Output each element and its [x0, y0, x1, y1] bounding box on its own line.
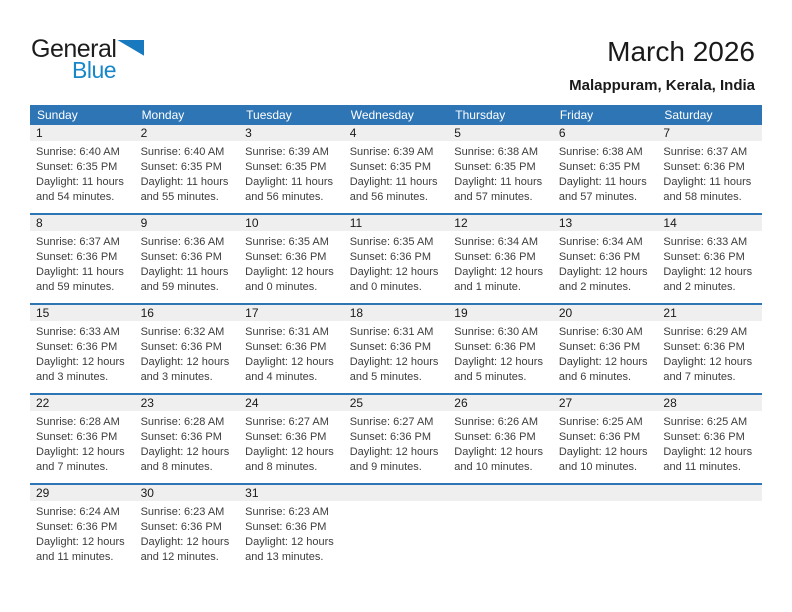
day-cell-body — [135, 321, 240, 385]
daylight-text: Daylight: 12 hours and 6 minutes. — [558, 356, 648, 383]
day-number-band: 21 — [657, 305, 762, 321]
day-cell-body — [239, 501, 344, 565]
day-cell-body — [448, 321, 553, 385]
week-row — [30, 213, 762, 303]
daylight-text: Daylight: 12 hours and 0 minutes. — [349, 266, 439, 293]
day-cell-body — [30, 141, 135, 205]
sunrise-text: Sunrise: 6:40 AM — [140, 146, 225, 158]
sunrise-text: Sunrise: 6:27 AM — [349, 416, 434, 428]
day-cell — [239, 215, 344, 303]
sunset-text: Sunset: 6:36 PM — [245, 341, 327, 353]
day-number-band: 16 — [135, 305, 240, 321]
page-title: March 2026 — [607, 36, 755, 67]
sunrise-text: Sunrise: 6:32 AM — [140, 326, 225, 338]
sunset-text: Sunset: 6:36 PM — [349, 431, 432, 443]
day-number-band: 18 — [344, 305, 449, 321]
day-cell — [135, 485, 240, 573]
day-cell-body — [657, 231, 762, 295]
weekday-header-thursday: Thursday — [455, 108, 506, 122]
day-cell-body — [344, 141, 449, 205]
sunrise-text: Sunrise: 6:39 AM — [349, 146, 434, 158]
daylight-text: Daylight: 11 hours and 55 minutes. — [140, 176, 229, 203]
daylight-text: Daylight: 12 hours and 5 minutes. — [454, 356, 543, 383]
sunset-text: Sunset: 6:36 PM — [245, 251, 327, 263]
day-number-band: 11 — [344, 215, 449, 231]
day-number-band — [553, 485, 658, 501]
day-cell — [344, 125, 449, 213]
sunset-text: Sunset: 6:36 PM — [140, 251, 222, 263]
day-cell-body — [135, 231, 240, 295]
sunset-text: Sunset: 6:36 PM — [663, 431, 745, 443]
sunrise-text: Sunrise: 6:31 AM — [349, 326, 434, 338]
sunset-text: Sunset: 6:36 PM — [454, 341, 536, 353]
sunset-text: Sunset: 6:35 PM — [454, 161, 536, 173]
weekday-header-sunday: Sunday — [37, 108, 78, 122]
page-subtitle: Malappuram, Kerala, India — [569, 77, 755, 95]
daylight-text: Daylight: 12 hours and 2 minutes. — [663, 266, 753, 293]
daylight-text: Daylight: 11 hours and 58 minutes. — [663, 176, 752, 203]
daylight-text: Daylight: 11 hours and 59 minutes. — [140, 266, 229, 293]
day-cell-body — [448, 231, 553, 295]
weekday-header-wednesday: Wednesday — [350, 108, 414, 122]
daylight-text: Daylight: 12 hours and 12 minutes. — [140, 536, 230, 563]
day-cell — [553, 305, 658, 393]
day-cell — [344, 305, 449, 393]
day-cell-body — [135, 141, 240, 205]
day-cell — [30, 305, 135, 393]
day-cell — [448, 125, 553, 213]
week-row — [30, 303, 762, 393]
sunset-text: Sunset: 6:36 PM — [558, 431, 641, 443]
sunrise-text: Sunrise: 6:30 AM — [558, 326, 643, 338]
sunrise-text: Sunrise: 6:34 AM — [454, 236, 539, 248]
daylight-text: Daylight: 12 hours and 10 minutes. — [454, 446, 543, 473]
day-cell-body — [30, 411, 135, 475]
general-blue-logo — [31, 37, 144, 82]
sunset-text: Sunset: 6:36 PM — [36, 431, 118, 443]
day-number-band: 24 — [239, 395, 344, 411]
day-number-band: 30 — [135, 485, 240, 501]
sunrise-text: Sunrise: 6:36 AM — [140, 236, 225, 248]
day-number-band: 13 — [553, 215, 658, 231]
day-number-band: 29 — [30, 485, 135, 501]
day-cell-body — [657, 321, 762, 385]
sunset-text: Sunset: 6:36 PM — [349, 251, 432, 263]
day-number-band: 5 — [448, 125, 553, 141]
sunset-text: Sunset: 6:36 PM — [663, 161, 745, 173]
empty-day-cell — [448, 485, 553, 573]
day-cell-body — [344, 321, 449, 385]
daylight-text: Daylight: 12 hours and 3 minutes. — [36, 356, 125, 383]
sunrise-text: Sunrise: 6:29 AM — [663, 326, 748, 338]
day-number-band: 28 — [657, 395, 762, 411]
day-cell-body — [553, 141, 658, 205]
day-number-band: 1 — [30, 125, 135, 141]
daylight-text: Daylight: 12 hours and 3 minutes. — [140, 356, 230, 383]
daylight-text: Daylight: 12 hours and 13 minutes. — [245, 536, 334, 563]
logo-blue-label: Blue — [72, 57, 117, 83]
day-cell — [657, 215, 762, 303]
day-cell-body — [135, 501, 240, 565]
sunrise-text: Sunrise: 6:33 AM — [663, 236, 748, 248]
day-cell-body — [448, 141, 553, 205]
day-cell — [657, 305, 762, 393]
sunrise-text: Sunrise: 6:23 AM — [140, 506, 225, 518]
sunrise-text: Sunrise: 6:24 AM — [36, 506, 120, 518]
day-number-band: 10 — [239, 215, 344, 231]
title-block — [569, 36, 755, 94]
daylight-text: Daylight: 12 hours and 8 minutes. — [245, 446, 334, 473]
weekday-header-friday: Friday — [559, 108, 594, 122]
sunrise-text: Sunrise: 6:25 AM — [558, 416, 643, 428]
daylight-text: Daylight: 12 hours and 4 minutes. — [245, 356, 334, 383]
day-cell-body — [239, 231, 344, 295]
sunrise-text: Sunrise: 6:39 AM — [245, 146, 329, 158]
sunrise-text: Sunrise: 6:35 AM — [245, 236, 329, 248]
week-row — [30, 483, 762, 573]
day-number-band: 15 — [30, 305, 135, 321]
sunset-text: Sunset: 6:36 PM — [663, 251, 745, 263]
daylight-text: Daylight: 12 hours and 2 minutes. — [558, 266, 648, 293]
day-number-band: 31 — [239, 485, 344, 501]
logo-general-label: General — [31, 35, 117, 63]
day-number-band: 14 — [657, 215, 762, 231]
sunset-text: Sunset: 6:36 PM — [558, 341, 641, 353]
day-cell-body — [30, 501, 135, 565]
sunrise-text: Sunrise: 6:28 AM — [36, 416, 120, 428]
day-cell-body — [657, 141, 762, 205]
day-cell — [30, 395, 135, 483]
sunrise-text: Sunrise: 6:27 AM — [245, 416, 329, 428]
day-cell-body — [553, 321, 658, 385]
sunrise-text: Sunrise: 6:38 AM — [454, 146, 539, 158]
logo-triangle-icon — [117, 40, 144, 56]
day-number-band: 6 — [553, 125, 658, 141]
day-cell — [135, 305, 240, 393]
day-cell-body — [239, 411, 344, 475]
sunrise-text: Sunrise: 6:26 AM — [454, 416, 539, 428]
day-cell — [239, 395, 344, 483]
day-cell — [448, 395, 553, 483]
daylight-text: Daylight: 12 hours and 5 minutes. — [349, 356, 439, 383]
day-number-band: 20 — [553, 305, 658, 321]
day-number-band: 25 — [344, 395, 449, 411]
day-number-band: 27 — [553, 395, 658, 411]
day-number-band: 7 — [657, 125, 762, 141]
calendar-weeks — [30, 125, 762, 573]
day-cell — [657, 125, 762, 213]
day-cell — [448, 305, 553, 393]
day-number-band: 8 — [30, 215, 135, 231]
day-cell — [344, 215, 449, 303]
sunset-text: Sunset: 6:36 PM — [245, 431, 327, 443]
daylight-text: Daylight: 12 hours and 11 minutes. — [36, 536, 125, 563]
daylight-text: Daylight: 11 hours and 56 minutes. — [245, 176, 333, 203]
day-number-band — [344, 485, 449, 501]
day-cell-body — [553, 231, 658, 295]
day-cell — [135, 215, 240, 303]
sunset-text: Sunset: 6:35 PM — [36, 161, 118, 173]
sunset-text: Sunset: 6:35 PM — [349, 161, 432, 173]
empty-day-cell — [657, 485, 762, 573]
day-cell — [657, 395, 762, 483]
daylight-text: Daylight: 11 hours and 56 minutes. — [349, 176, 438, 203]
day-number-band: 26 — [448, 395, 553, 411]
sunset-text: Sunset: 6:35 PM — [245, 161, 327, 173]
day-cell-body — [344, 231, 449, 295]
daylight-text: Daylight: 12 hours and 7 minutes. — [36, 446, 125, 473]
day-cell-body — [553, 411, 658, 475]
week-row — [30, 125, 762, 213]
day-cell — [239, 485, 344, 573]
sunset-text: Sunset: 6:36 PM — [558, 251, 641, 263]
daylight-text: Daylight: 12 hours and 1 minute. — [454, 266, 543, 293]
day-cell — [30, 125, 135, 213]
sunset-text: Sunset: 6:36 PM — [140, 521, 222, 533]
sunrise-text: Sunrise: 6:30 AM — [454, 326, 539, 338]
day-cell-body — [239, 141, 344, 205]
sunset-text: Sunset: 6:36 PM — [36, 341, 118, 353]
daylight-text: Daylight: 12 hours and 7 minutes. — [663, 356, 753, 383]
daylight-text: Daylight: 11 hours and 54 minutes. — [36, 176, 124, 203]
empty-day-cell — [553, 485, 658, 573]
day-cell-body — [657, 411, 762, 475]
day-number-band: 9 — [135, 215, 240, 231]
sunrise-text: Sunrise: 6:37 AM — [36, 236, 120, 248]
daylight-text: Daylight: 12 hours and 9 minutes. — [349, 446, 439, 473]
sunrise-text: Sunrise: 6:28 AM — [140, 416, 225, 428]
day-cell-body — [344, 411, 449, 475]
day-cell-body — [448, 411, 553, 475]
sunrise-text: Sunrise: 6:40 AM — [36, 146, 120, 158]
sunrise-text: Sunrise: 6:37 AM — [663, 146, 748, 158]
sunset-text: Sunset: 6:36 PM — [140, 341, 222, 353]
daylight-text: Daylight: 12 hours and 11 minutes. — [663, 446, 753, 473]
sunset-text: Sunset: 6:36 PM — [454, 431, 536, 443]
sunrise-text: Sunrise: 6:35 AM — [349, 236, 434, 248]
day-number-band — [448, 485, 553, 501]
sunset-text: Sunset: 6:36 PM — [245, 521, 327, 533]
weekday-header-tuesday: Tuesday — [246, 108, 292, 122]
weekday-header-row — [30, 105, 762, 125]
sunset-text: Sunset: 6:35 PM — [558, 161, 641, 173]
sunrise-text: Sunrise: 6:23 AM — [245, 506, 329, 518]
day-number-band — [657, 485, 762, 501]
sunset-text: Sunset: 6:36 PM — [454, 251, 536, 263]
sunset-text: Sunset: 6:36 PM — [36, 251, 118, 263]
day-number-band: 12 — [448, 215, 553, 231]
daylight-text: Daylight: 11 hours and 57 minutes. — [558, 176, 647, 203]
daylight-text: Daylight: 12 hours and 0 minutes. — [245, 266, 334, 293]
daylight-text: Daylight: 11 hours and 59 minutes. — [36, 266, 124, 293]
day-number-band: 4 — [344, 125, 449, 141]
day-number-band: 23 — [135, 395, 240, 411]
sunrise-text: Sunrise: 6:34 AM — [558, 236, 643, 248]
day-cell — [30, 215, 135, 303]
day-cell-body — [239, 321, 344, 385]
day-cell — [135, 395, 240, 483]
empty-day-cell — [344, 485, 449, 573]
sunrise-text: Sunrise: 6:33 AM — [36, 326, 120, 338]
day-number-band: 17 — [239, 305, 344, 321]
day-cell — [239, 125, 344, 213]
sunset-text: Sunset: 6:36 PM — [663, 341, 745, 353]
day-cell — [448, 215, 553, 303]
sunrise-text: Sunrise: 6:25 AM — [663, 416, 748, 428]
day-cell — [553, 215, 658, 303]
sunrise-text: Sunrise: 6:38 AM — [558, 146, 643, 158]
day-cell-body — [30, 231, 135, 295]
day-cell — [30, 485, 135, 573]
day-number-band: 3 — [239, 125, 344, 141]
sunset-text: Sunset: 6:36 PM — [36, 521, 118, 533]
daylight-text: Daylight: 11 hours and 57 minutes. — [454, 176, 543, 203]
day-cell — [239, 305, 344, 393]
day-number-band: 22 — [30, 395, 135, 411]
weekday-header-saturday: Saturday — [664, 108, 713, 122]
calendar-table — [30, 105, 762, 573]
sunrise-text: Sunrise: 6:31 AM — [245, 326, 329, 338]
sunset-text: Sunset: 6:35 PM — [140, 161, 222, 173]
day-cell — [135, 125, 240, 213]
week-row — [30, 393, 762, 483]
day-cell — [344, 395, 449, 483]
day-cell-body — [30, 321, 135, 385]
day-cell-body — [135, 411, 240, 475]
sunset-text: Sunset: 6:36 PM — [140, 431, 222, 443]
day-number-band: 2 — [135, 125, 240, 141]
day-number-band: 19 — [448, 305, 553, 321]
day-cell — [553, 395, 658, 483]
day-cell — [553, 125, 658, 213]
daylight-text: Daylight: 12 hours and 10 minutes. — [558, 446, 648, 473]
daylight-text: Daylight: 12 hours and 8 minutes. — [140, 446, 230, 473]
sunset-text: Sunset: 6:36 PM — [349, 341, 432, 353]
weekday-header-monday: Monday — [141, 108, 185, 122]
